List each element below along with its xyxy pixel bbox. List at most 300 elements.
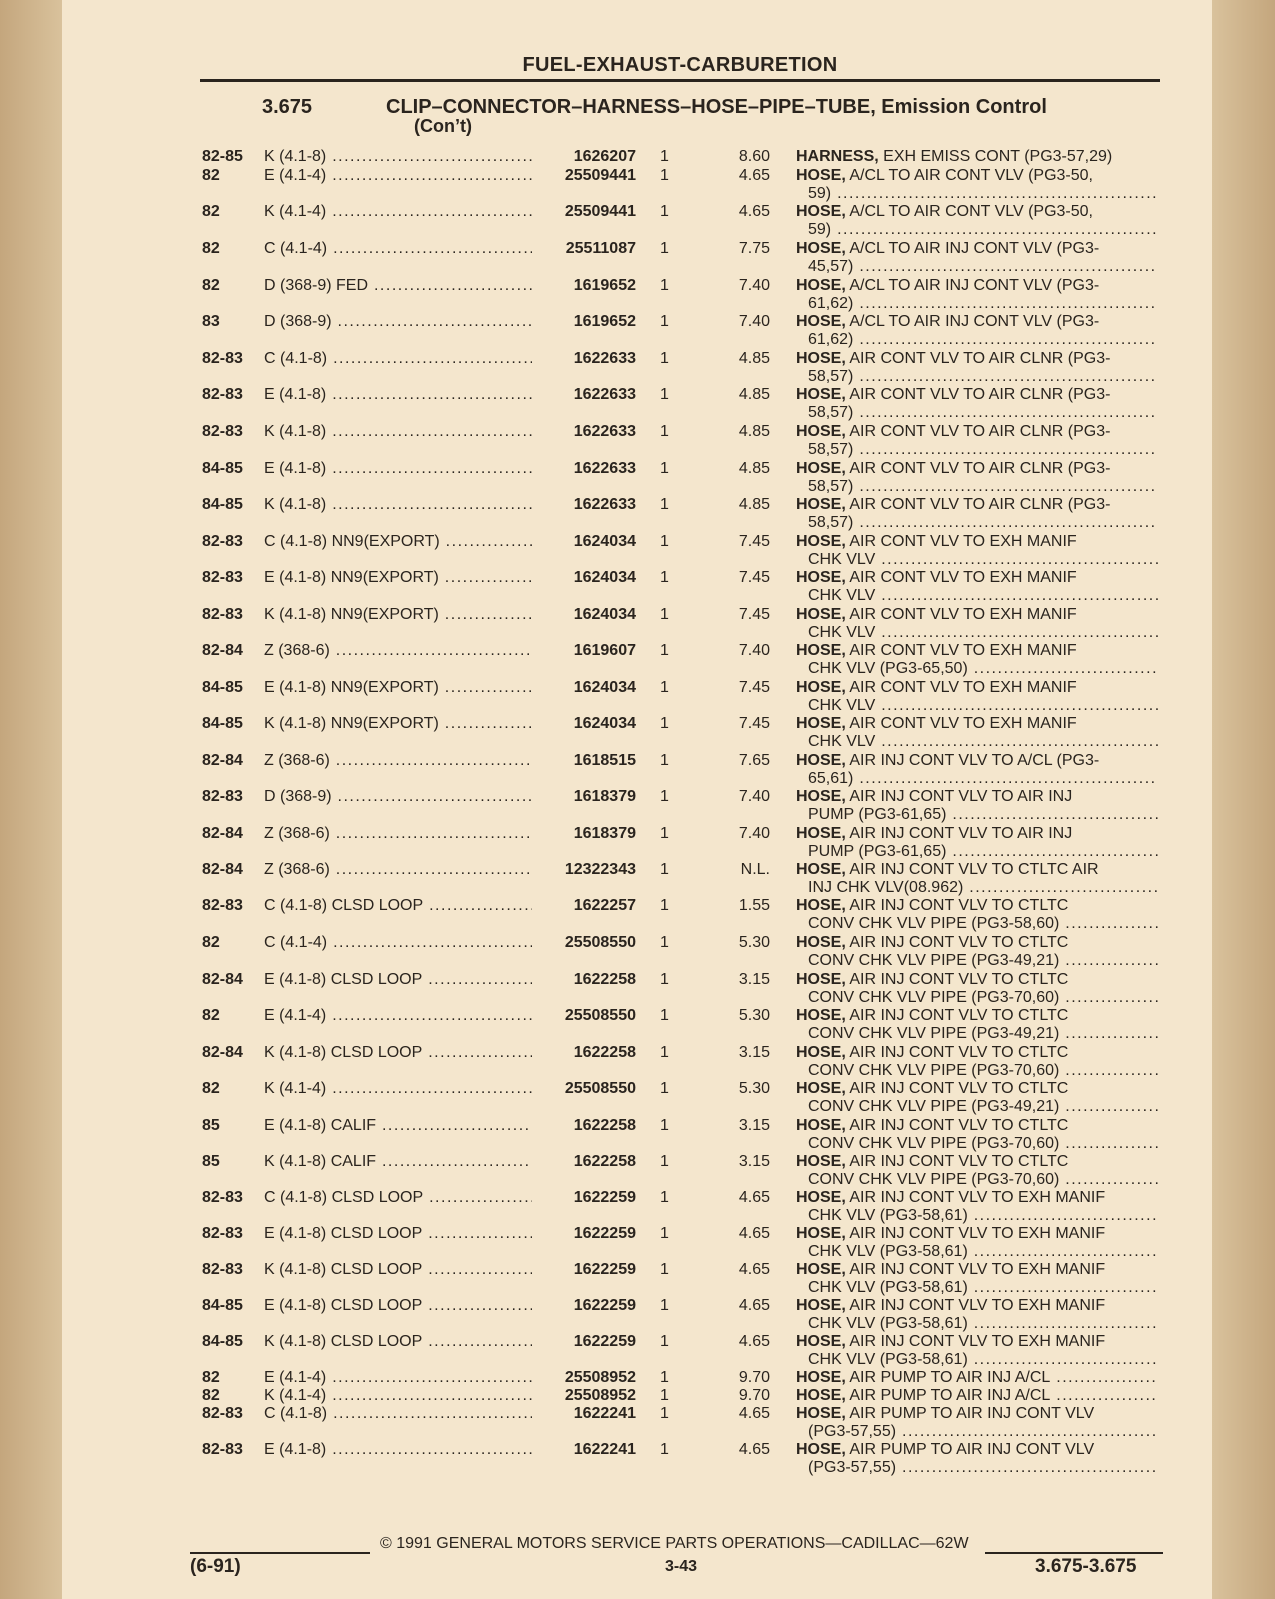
part-description-text: AIR CONT VLV TO EXH MANIF (849, 533, 1077, 550)
quantity: 1 (660, 460, 669, 477)
part-description (796, 1153, 1158, 1171)
part-name: HOSE, (796, 167, 846, 184)
price: 4.85 (738, 350, 770, 367)
part-description (796, 971, 1158, 989)
price: 7.45 (738, 715, 770, 732)
part-name: HOSE, (796, 423, 846, 440)
part-description-text: AIR CONT VLV TO EXH MANIF (849, 715, 1077, 732)
part-name: HOSE, (796, 971, 846, 988)
vehicle-model: E (4.1-4) ..... (264, 167, 534, 185)
part-description-text: AIR INJ CONT VLV TO CTLTC (849, 934, 1069, 951)
part-description-continued: CHK VLV (PG3-58,61) ..... (808, 1243, 1158, 1261)
section-number: 3.675 (262, 96, 313, 118)
vehicle-model: K (4.1-8) CLSD LOOP ..... (264, 1044, 534, 1062)
part-description-text: EXH EMISS CONT (PG3-57,29) (883, 148, 1113, 165)
part-description (796, 1225, 1158, 1243)
part-description-text: AIR INJ CONT VLV TO CTLTC AIR (849, 861, 1099, 878)
part-description-continued: CHK VLV (PG3-58,61) ..... (808, 1315, 1158, 1333)
part-name: HOSE, (796, 496, 846, 513)
price: 7.40 (738, 642, 770, 659)
part-description-text: AIR CONT VLV TO AIR CLNR (PG3- (849, 350, 1111, 367)
part-number: 1619607 (532, 642, 636, 660)
table-row (0, 1189, 1275, 1229)
price: 4.65 (738, 1441, 770, 1458)
model-year: 84-85 (202, 1297, 243, 1314)
quantity: 1 (660, 1369, 669, 1386)
part-number: 1622259 (532, 1225, 636, 1243)
part-name: HOSE, (796, 1225, 846, 1242)
part-name: HOSE, (796, 1297, 846, 1314)
part-description-continued: CONV CHK VLV PIPE (PG3-49,21) ..... (808, 1025, 1158, 1043)
part-description-text: AIR CONT VLV TO AIR CLNR (PG3- (849, 386, 1111, 403)
table-row (0, 350, 1275, 390)
part-description-continued: 58,57) ..... (808, 441, 1158, 459)
table-row (0, 642, 1275, 682)
part-description-continued: INJ CHK VLV(08.962) ..... (808, 879, 1158, 897)
part-name: HOSE, (796, 1441, 846, 1458)
part-name: HOSE, (796, 313, 846, 330)
part-description-continued: CHK VLV ..... (808, 551, 1158, 569)
quantity: 1 (660, 496, 669, 513)
part-description (796, 1405, 1158, 1423)
table-row (0, 1441, 1275, 1481)
price: 4.65 (738, 203, 770, 220)
quantity: 1 (660, 1044, 669, 1061)
table-row (0, 679, 1275, 719)
vehicle-model: D (368-9) ..... (264, 313, 534, 331)
part-description (796, 167, 1158, 185)
vehicle-model: C (4.1-8) ..... (264, 350, 534, 368)
vehicle-model: Z (368-6) ..... (264, 825, 534, 843)
part-description-text: AIR INJ CONT VLV TO EXH MANIF (849, 1261, 1106, 1278)
footer-page-number: 3-43 (665, 1558, 698, 1575)
part-description-text: AIR INJ CONT VLV TO CTLTC (849, 1117, 1069, 1134)
model-year: 82-83 (202, 788, 243, 805)
quantity: 1 (660, 971, 669, 988)
table-row (0, 423, 1275, 463)
quantity: 1 (660, 1007, 669, 1024)
vehicle-model: K (4.1-8) ..... (264, 423, 534, 441)
footer-section-range: 3.675-3.675 (1035, 1556, 1137, 1577)
table-row (0, 1261, 1275, 1301)
vehicle-model: K (4.1-8) CALIF ..... (264, 1153, 534, 1171)
quantity: 1 (660, 203, 669, 220)
part-description-text: AIR INJ CONT VLV TO EXH MANIF (849, 1297, 1106, 1314)
part-description-continued: (PG3-57,55) ..... (808, 1459, 1158, 1477)
quantity: 1 (660, 1225, 669, 1242)
vehicle-model: C (4.1-8) CLSD LOOP ..... (264, 897, 534, 915)
price: 4.85 (738, 423, 770, 440)
part-number: 1622258 (532, 1117, 636, 1135)
part-description-continued: CONV CHK VLV PIPE (PG3-49,21) ..... (808, 1098, 1158, 1116)
model-year: 82-83 (202, 1189, 243, 1206)
part-description (796, 277, 1158, 295)
part-description-continued: 65,61) ..... (808, 770, 1158, 788)
page-header-title: FUEL-EXHAUST-CARBURETION (522, 54, 838, 76)
part-description-continued: CONV CHK VLV PIPE (PG3-70,60) ..... (808, 989, 1158, 1007)
part-description (796, 606, 1158, 624)
quantity: 1 (660, 240, 669, 257)
part-description (796, 386, 1158, 404)
vehicle-model: K (4.1-8) NN9(EXPORT) ..... (264, 715, 534, 733)
model-year: 82-84 (202, 861, 243, 878)
quantity: 1 (660, 1080, 669, 1097)
part-number: 1618515 (532, 752, 636, 770)
part-name: HOSE, (796, 1387, 846, 1404)
part-description (796, 1369, 1158, 1387)
part-name: HOSE, (796, 861, 846, 878)
price: 7.65 (738, 752, 770, 769)
model-year: 82-83 (202, 1441, 243, 1458)
price: 5.30 (738, 1007, 770, 1024)
part-name: HOSE, (796, 825, 846, 842)
part-description-text: AIR INJ CONT VLV TO CTLTC (849, 897, 1069, 914)
part-number: 1618379 (532, 788, 636, 806)
part-description (796, 203, 1158, 221)
part-name: HOSE, (796, 1007, 846, 1024)
quantity: 1 (660, 148, 669, 165)
part-description (796, 423, 1158, 441)
part-number: 1622633 (532, 460, 636, 478)
part-name: HOSE, (796, 897, 846, 914)
part-number: 12322343 (532, 861, 636, 879)
part-name: HOSE, (796, 788, 846, 805)
model-year: 82-83 (202, 423, 243, 440)
quantity: 1 (660, 752, 669, 769)
vehicle-model: Z (368-6) ..... (264, 861, 534, 879)
part-description-text: AIR INJ CONT VLV TO EXH MANIF (849, 1225, 1106, 1242)
part-name: HOSE, (796, 1189, 846, 1206)
part-description-continued: CONV CHK VLV PIPE (PG3-70,60) ..... (808, 1135, 1158, 1153)
table-row (0, 752, 1275, 792)
part-description-text: AIR INJ CONT VLV TO CTLTC (849, 1044, 1069, 1061)
price: 9.70 (738, 1387, 770, 1404)
part-description (796, 788, 1158, 806)
part-name: HOSE, (796, 1261, 846, 1278)
price: 7.75 (738, 240, 770, 257)
vehicle-model: C (4.1-8) NN9(EXPORT) ..... (264, 533, 534, 551)
part-description-text: A/CL TO AIR CONT VLV (PG3-50, (849, 203, 1093, 220)
part-description-continued: PUMP (PG3-61,65) ..... (808, 843, 1158, 861)
table-row (0, 386, 1275, 426)
model-year: 82-84 (202, 642, 243, 659)
quantity: 1 (660, 1333, 669, 1350)
vehicle-model: D (368-9) ..... (264, 788, 534, 806)
vehicle-model: C (4.1-8) ..... (264, 1405, 534, 1423)
quantity: 1 (660, 569, 669, 586)
part-number: 1622259 (532, 1261, 636, 1279)
part-description-text: AIR PUMP TO AIR INJ CONT VLV (849, 1405, 1095, 1422)
table-row (0, 1044, 1275, 1084)
part-name: HOSE, (796, 240, 846, 257)
section-title: CLIP–CONNECTOR–HARNESS–HOSE–PIPE–TUBE, Emission Control (386, 96, 1047, 118)
part-description-text: AIR CONT VLV TO AIR CLNR (PG3- (849, 460, 1111, 477)
part-description-continued: PUMP (PG3-61,65) ..... (808, 806, 1158, 824)
part-description-continued: 61,62) ..... (808, 331, 1158, 349)
quantity: 1 (660, 1441, 669, 1458)
part-number: 1624034 (532, 533, 636, 551)
quantity: 1 (660, 533, 669, 550)
part-description-text: AIR INJ CONT VLV TO CTLTC (849, 1080, 1069, 1097)
table-row (0, 496, 1275, 536)
price: 4.65 (738, 1189, 770, 1206)
part-description (796, 861, 1158, 879)
part-description (796, 240, 1158, 258)
part-number: 1622258 (532, 1044, 636, 1062)
part-description-continued: CHK VLV ..... (808, 624, 1158, 642)
part-description-text: AIR CONT VLV TO AIR CLNR (PG3- (849, 423, 1111, 440)
part-name: HOSE, (796, 934, 846, 951)
price: 4.85 (738, 386, 770, 403)
price: 7.40 (738, 313, 770, 330)
model-year: 85 (202, 1117, 220, 1134)
part-number: 1624034 (532, 606, 636, 624)
part-name: HOSE, (796, 752, 846, 769)
quantity: 1 (660, 313, 669, 330)
part-description (796, 313, 1158, 331)
model-year: 82-84 (202, 825, 243, 842)
model-year: 82-83 (202, 569, 243, 586)
part-description-text: AIR CONT VLV TO EXH MANIF (849, 606, 1077, 623)
part-name: HOSE, (796, 642, 846, 659)
vehicle-model: C (4.1-8) CLSD LOOP ..... (264, 1189, 534, 1207)
part-description-text: AIR CONT VLV TO AIR CLNR (PG3- (849, 496, 1111, 513)
model-year: 85 (202, 1153, 220, 1170)
part-number: 1624034 (532, 569, 636, 587)
part-description-continued: CHK VLV ..... (808, 733, 1158, 751)
part-name: HOSE, (796, 1117, 846, 1134)
part-name: HOSE, (796, 715, 846, 732)
part-name: HOSE, (796, 606, 846, 623)
quantity: 1 (660, 606, 669, 623)
part-description-continued: CHK VLV ..... (808, 587, 1158, 605)
model-year: 84-85 (202, 679, 243, 696)
part-number: 1622633 (532, 423, 636, 441)
part-description-text: A/CL TO AIR CONT VLV (PG3-50, (849, 167, 1093, 184)
price: 7.45 (738, 533, 770, 550)
part-number: 25509441 (532, 203, 636, 221)
table-row (0, 240, 1275, 280)
model-year: 84-85 (202, 1333, 243, 1350)
price: 5.30 (738, 1080, 770, 1097)
vehicle-model: K (4.1-4) ..... (264, 203, 534, 221)
table-row (0, 715, 1275, 755)
part-name: HOSE, (796, 569, 846, 586)
part-name: HARNESS, (796, 148, 879, 165)
vehicle-model: E (4.1-8) CLSD LOOP ..... (264, 1225, 534, 1243)
model-year: 82-83 (202, 897, 243, 914)
part-description-continued: CHK VLV (PG3-58,61) ..... (808, 1207, 1158, 1225)
part-name: HOSE, (796, 386, 846, 403)
vehicle-model: C (4.1-4) ..... (264, 240, 534, 258)
part-name: HOSE, (796, 460, 846, 477)
model-year: 82 (202, 934, 220, 951)
part-name: HOSE, (796, 1153, 846, 1170)
model-year: 83 (202, 313, 220, 330)
price: 9.70 (738, 1369, 770, 1386)
vehicle-model: E (4.1-8) CLSD LOOP ..... (264, 1297, 534, 1315)
part-description (796, 1117, 1158, 1135)
model-year: 82 (202, 1080, 220, 1097)
part-description-text: AIR INJ CONT VLV TO EXH MANIF (849, 1333, 1106, 1350)
part-description-text: A/CL TO AIR INJ CONT VLV (PG3- (849, 313, 1100, 330)
part-description (796, 533, 1158, 551)
vehicle-model: Z (368-6) ..... (264, 642, 534, 660)
table-row (0, 788, 1275, 828)
part-description (796, 1441, 1158, 1459)
price: 7.45 (738, 606, 770, 623)
quantity: 1 (660, 825, 669, 842)
part-name: HOSE, (796, 350, 846, 367)
part-description-text: AIR CONT VLV TO EXH MANIF (849, 642, 1077, 659)
part-description-text: AIR PUMP TO AIR INJ CONT VLV (849, 1441, 1095, 1458)
model-year: 82 (202, 1369, 220, 1386)
model-year: 82 (202, 277, 220, 294)
table-row (0, 971, 1275, 1011)
table-row (0, 533, 1275, 573)
part-description (796, 148, 1158, 166)
part-description-text: AIR PUMP TO AIR INJ A/CL (849, 1369, 1051, 1386)
vehicle-model: K (4.1-8) ..... (264, 148, 534, 166)
part-description (796, 569, 1158, 587)
price: 7.40 (738, 788, 770, 805)
part-number: 1619652 (532, 277, 636, 295)
quantity: 1 (660, 679, 669, 696)
vehicle-model: K (4.1-4) ..... (264, 1080, 534, 1098)
part-name: HOSE, (796, 679, 846, 696)
price: 4.85 (738, 496, 770, 513)
part-description-continued: CONV CHK VLV PIPE (PG3-70,60) ..... (808, 1062, 1158, 1080)
footer-revision-date: (6-91) (190, 1556, 241, 1577)
price: 8.60 (738, 148, 770, 165)
part-description-continued: CHK VLV (PG3-58,61) ..... (808, 1351, 1158, 1369)
table-row (0, 934, 1275, 974)
part-number: 25508550 (532, 1007, 636, 1025)
part-description (796, 1261, 1158, 1279)
model-year: 82 (202, 1387, 220, 1404)
part-name: HOSE, (796, 533, 846, 550)
price: 7.40 (738, 825, 770, 842)
part-number: 1622257 (532, 897, 636, 915)
price: 3.15 (738, 1044, 770, 1061)
part-description (796, 1007, 1158, 1025)
part-number: 25511087 (532, 240, 636, 258)
quantity: 1 (660, 1387, 669, 1404)
quantity: 1 (660, 1117, 669, 1134)
quantity: 1 (660, 1153, 669, 1170)
part-description-continued: 61,62) ..... (808, 295, 1158, 313)
part-description-continued: 45,57) ..... (808, 258, 1158, 276)
quantity: 1 (660, 1297, 669, 1314)
footer-rule-right (985, 1552, 1163, 1554)
quantity: 1 (660, 642, 669, 659)
part-description-text: AIR INJ CONT VLV TO EXH MANIF (849, 1189, 1106, 1206)
header-rule (200, 79, 1160, 82)
quantity: 1 (660, 1405, 669, 1422)
model-year: 82-83 (202, 386, 243, 403)
part-description-continued: CONV CHK VLV PIPE (PG3-49,21) ..... (808, 952, 1158, 970)
model-year: 82-84 (202, 1044, 243, 1061)
part-number: 1622633 (532, 496, 636, 514)
part-description-continued: 58,57) ..... (808, 368, 1158, 386)
part-number: 1624034 (532, 679, 636, 697)
price: N.L. (740, 861, 770, 878)
price: 4.65 (738, 1405, 770, 1422)
quantity: 1 (660, 350, 669, 367)
part-description (796, 496, 1158, 514)
model-year: 82-83 (202, 533, 243, 550)
vehicle-model: K (4.1-4) ..... (264, 1387, 534, 1405)
part-description-continued: CHK VLV ..... (808, 697, 1158, 715)
table-row (0, 277, 1275, 317)
part-number: 1618379 (532, 825, 636, 843)
model-year: 82 (202, 203, 220, 220)
table-row (0, 203, 1275, 243)
part-number: 1624034 (532, 715, 636, 733)
table-row (0, 606, 1275, 646)
vehicle-model: E (4.1-8) CLSD LOOP ..... (264, 971, 534, 989)
table-row (0, 313, 1275, 353)
part-description-text: AIR INJ CONT VLV TO CTLTC (849, 1007, 1069, 1024)
vehicle-model: E (4.1-8) CALIF ..... (264, 1117, 534, 1135)
part-description (796, 679, 1158, 697)
part-description (796, 1044, 1158, 1062)
price: 7.45 (738, 569, 770, 586)
part-number: 1622633 (532, 386, 636, 404)
part-number: 1622258 (532, 971, 636, 989)
part-description-text: AIR INJ CONT VLV TO CTLTC (849, 1153, 1069, 1170)
part-description-text: AIR INJ CONT VLV TO A/CL (PG3- (849, 752, 1100, 769)
part-name: HOSE, (796, 1080, 846, 1097)
table-row (0, 897, 1275, 937)
table-row (0, 1153, 1275, 1193)
vehicle-model: K (4.1-8) CLSD LOOP ..... (264, 1261, 534, 1279)
part-number: 1622633 (532, 350, 636, 368)
model-year: 82-83 (202, 1225, 243, 1242)
part-description-continued: CHK VLV (PG3-58,61) ..... (808, 1279, 1158, 1297)
quantity: 1 (660, 277, 669, 294)
part-number: 1622241 (532, 1441, 636, 1459)
price: 7.45 (738, 679, 770, 696)
quantity: 1 (660, 788, 669, 805)
part-name: HOSE, (796, 1369, 846, 1386)
part-description (796, 715, 1158, 733)
part-number: 25509441 (532, 167, 636, 185)
price: 3.15 (738, 1153, 770, 1170)
price: 4.85 (738, 460, 770, 477)
part-number: 1619652 (532, 313, 636, 331)
footer-rule-left (190, 1552, 370, 1554)
part-number: 1622259 (532, 1297, 636, 1315)
part-description-continued: 58,57) ..... (808, 478, 1158, 496)
part-description (796, 350, 1158, 368)
model-year: 82-83 (202, 606, 243, 623)
model-year: 82-83 (202, 1261, 243, 1278)
model-year: 82 (202, 167, 220, 184)
quantity: 1 (660, 167, 669, 184)
model-year: 84-85 (202, 460, 243, 477)
table-row (0, 1405, 1275, 1445)
model-year: 82 (202, 240, 220, 257)
part-description (796, 897, 1158, 915)
vehicle-model: E (4.1-8) NN9(EXPORT) ..... (264, 569, 534, 587)
model-year: 82 (202, 1007, 220, 1024)
model-year: 82-83 (202, 350, 243, 367)
part-name: HOSE, (796, 1405, 846, 1422)
table-row (0, 1297, 1275, 1337)
part-number: 25508952 (532, 1387, 636, 1405)
table-row (0, 861, 1275, 901)
